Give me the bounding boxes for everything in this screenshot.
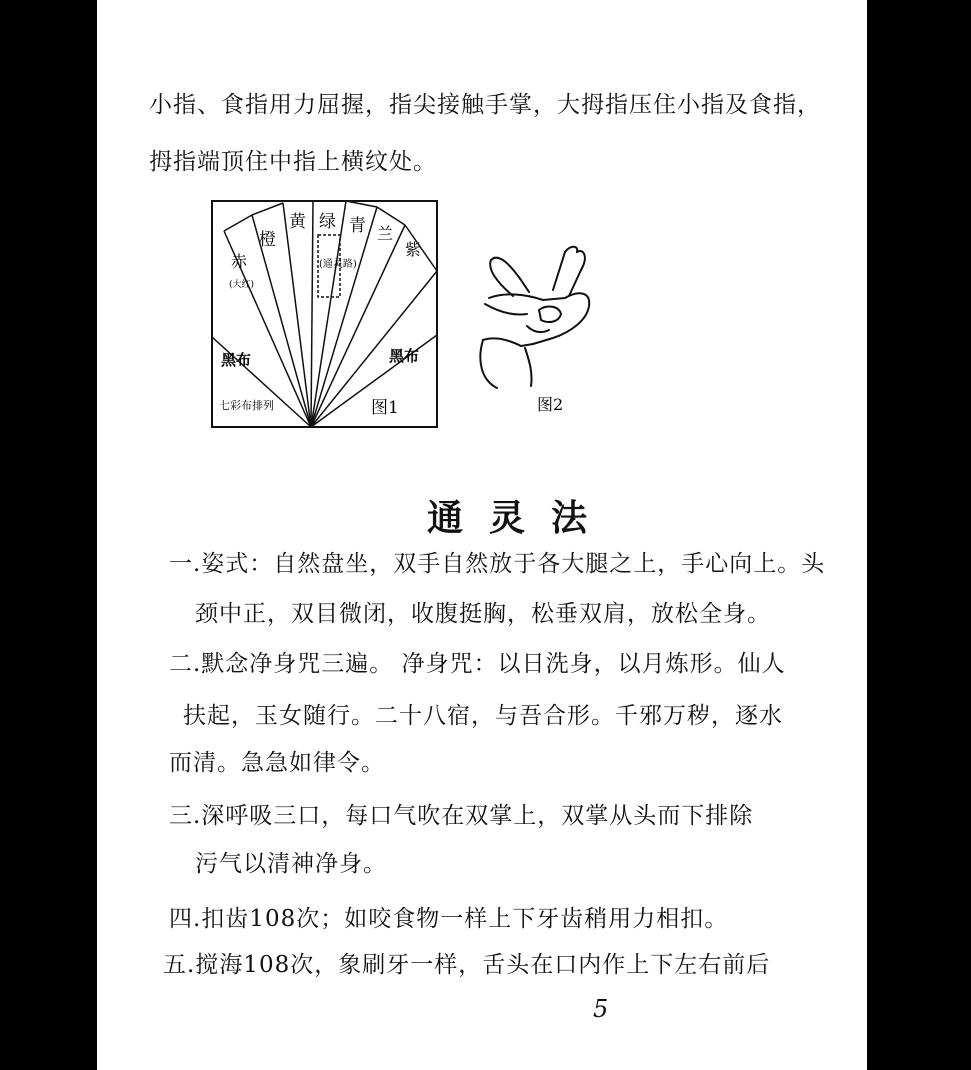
- figure-2-hand-mudra: [469, 240, 609, 420]
- hand-drawing: [480, 247, 589, 388]
- step-5-line-1: 五.搅海108次，象刷牙一样，舌头在口内作上下左右前后: [163, 952, 771, 978]
- page-number: 5: [593, 995, 609, 1023]
- step-1-line-2: 颈中正，双目微闭，收腹挺胸，松垂双肩，放松全身。: [195, 601, 771, 627]
- black-cloth-right-label: 黑布: [389, 347, 420, 365]
- intro-line-2: 拇指端顶住中指上横纹处。: [149, 149, 437, 175]
- color-red-note: (大红): [229, 280, 255, 290]
- step-1-line-1: 一.姿式：自然盘坐，双手自然放于各大腿之上，手心向上。头: [169, 551, 826, 577]
- step-3-line-1: 三.深呼吸三口，每口气吹在双掌上，双掌从头而下排除: [169, 803, 754, 829]
- figure-1-caption: 图1: [371, 398, 399, 418]
- arrangement-label: 七彩布排列: [219, 399, 274, 412]
- color-purple-label: 紫: [405, 240, 422, 259]
- document-page: [97, 0, 867, 1070]
- color-green-label: 绿: [319, 212, 336, 232]
- color-orange-label: 橙: [259, 230, 276, 250]
- step-2-line-1: 二.默念净身咒三遍。 净身咒：以日洗身，以月炼形。仙人: [169, 651, 786, 677]
- step-2-line-2: 扶起，玉女随行。二十八宿，与吾合形。千邪万秽，逐水: [183, 703, 783, 729]
- color-red-label: 赤: [231, 252, 248, 271]
- figure-1-color-fan: [207, 197, 442, 432]
- step-3-line-2: 污气以清神净身。: [195, 851, 387, 877]
- step-2-line-3: 而清。急急如律令。: [169, 750, 385, 776]
- color-cyan-label: 青: [349, 216, 366, 236]
- intro-line-1: 小指、食指用力屈握，指尖接触手掌，大拇指压住小指及食指，: [149, 92, 821, 118]
- figure-2-caption: 图2: [537, 395, 564, 414]
- color-blue-label: 兰: [377, 224, 394, 243]
- color-green-note: (通灵路): [319, 259, 357, 270]
- section-title: 通灵法: [427, 497, 614, 539]
- black-cloth-left-label: 黑布: [221, 351, 252, 369]
- color-yellow-label: 黄: [289, 212, 306, 232]
- step-4-line-1: 四.扣齿108次；如咬食物一样上下牙齿稍用力相扣。: [169, 906, 729, 932]
- fan-strips: [212, 201, 437, 427]
